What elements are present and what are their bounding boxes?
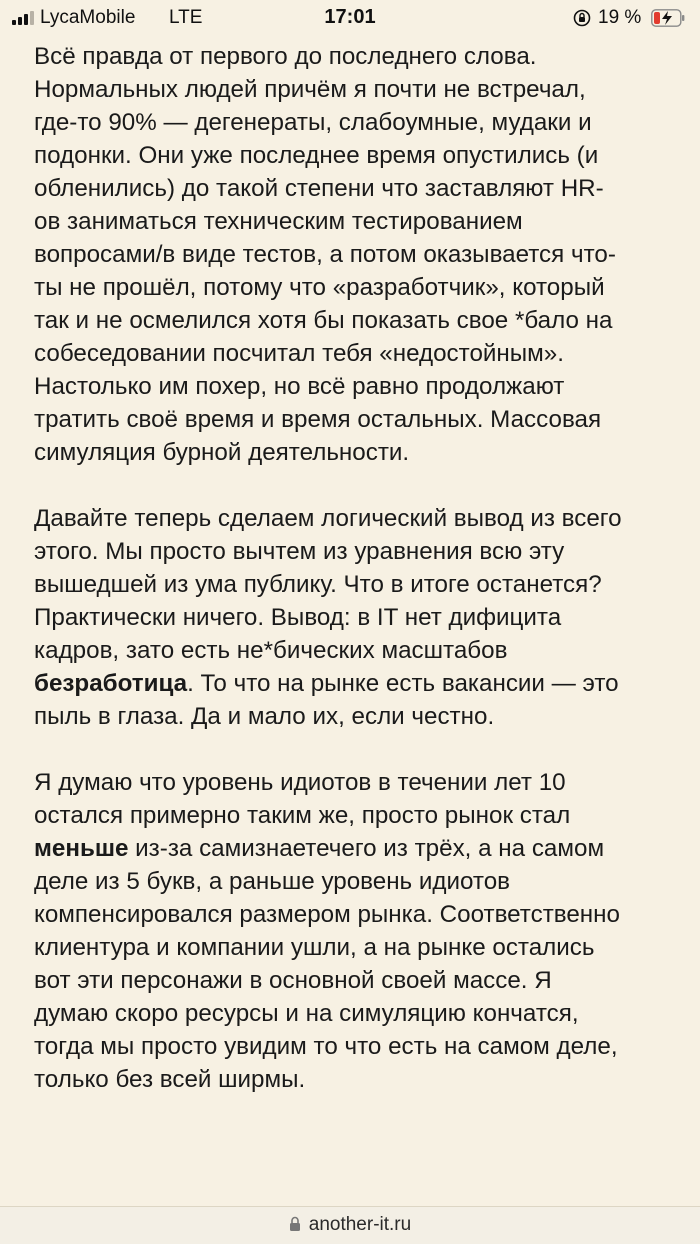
- url-bar[interactable]: [0, 1206, 700, 1244]
- text-line: симуляция бурной деятельности.: [34, 439, 410, 466]
- orientation-lock-icon: [573, 9, 591, 27]
- address-display[interactable]: [289, 1214, 411, 1236]
- paragraph-2: [34, 502, 666, 733]
- network-type: LTE: [169, 7, 203, 28]
- text-line: подонки. Они уже последнее время опустились (и: [34, 142, 599, 169]
- text-line: кадров, зато есть не*бических масштабов: [34, 637, 508, 664]
- text-line: пыль в глаза. Да и мало их, если честно.: [34, 703, 495, 730]
- article-body: [34, 40, 666, 1129]
- text-line: Давайте теперь сделаем логический вывод из всего: [34, 505, 622, 532]
- paragraph-1: [34, 40, 666, 469]
- text-line: где-то 90% — дегенераты, слабоумные, мудаки и: [34, 109, 592, 136]
- text-line: обленились) до такой степени что заставляют HR-: [34, 175, 604, 202]
- text-line: [34, 832, 666, 865]
- bold-word: безработица: [34, 670, 188, 697]
- text-line: только без всей ширмы.: [34, 1066, 306, 1093]
- text-line: Всё правда от первого до последнего слова.: [34, 43, 537, 70]
- text-line: вопросами/в виде тестов, а потом оказывается что-: [34, 241, 616, 268]
- battery-charging-icon: [651, 9, 685, 27]
- text-line: вот эти персонажи в основной своей массе. Я: [34, 967, 552, 994]
- text-line: Настолько им похер, но всё равно продолжают: [34, 373, 565, 400]
- bold-word: меньше: [34, 835, 129, 862]
- text-line: тратить своё время и время остальных. Массовая: [34, 406, 602, 433]
- text-line: так и не осмелился хотя бы показать свое *бало на: [34, 307, 613, 334]
- text-line: Я думаю что уровень идиотов в течении лет 10: [34, 769, 566, 796]
- text-line: тогда мы просто увидим то что есть на самом деле,: [34, 1033, 618, 1060]
- lock-icon: [289, 1216, 301, 1232]
- text-line: вышедшей из ума публику. Что в итоге останется?: [34, 571, 602, 598]
- text-line: деле из 5 букв, а раньше уровень идиотов: [34, 868, 511, 895]
- text-line: этого. Мы просто вычтем из уравнения всю эту: [34, 538, 565, 565]
- text-line: собеседовании посчитал тебя «недостойным».: [34, 340, 564, 367]
- url-domain: another-it.ru: [308, 1214, 412, 1235]
- status-bar: [0, 0, 700, 36]
- carrier-name: LycaMobile: [40, 7, 136, 28]
- text-line: [34, 667, 666, 700]
- battery-percent: 19 %: [598, 7, 642, 28]
- text-line: остался примерно таким же, просто рынок стал: [34, 802, 571, 829]
- text-line: Нормальных людей причём я почти не встречал,: [34, 76, 586, 103]
- text-fragment: . То что на рынке есть вакансии — это: [187, 670, 619, 697]
- text-line: Практически ничего. Вывод: в IT нет дифицита: [34, 604, 562, 631]
- paragraph-3: [34, 766, 666, 1096]
- clock: 17:01: [324, 6, 376, 28]
- text-line: клиентура и компании ушли, а на рынке остались: [34, 934, 595, 961]
- text-line: ты не прошёл, потому что «разработчик», который: [34, 274, 605, 301]
- text-fragment: из-за самизнаетечего из трёх, а на самом: [128, 835, 605, 862]
- text-line: компенсировался размером рынка. Соответственно: [34, 901, 620, 928]
- text-line: ов заниматься техническим тестированием: [34, 208, 523, 235]
- text-line: думаю скоро ресурсы и на симуляцию кончатся,: [34, 1000, 579, 1027]
